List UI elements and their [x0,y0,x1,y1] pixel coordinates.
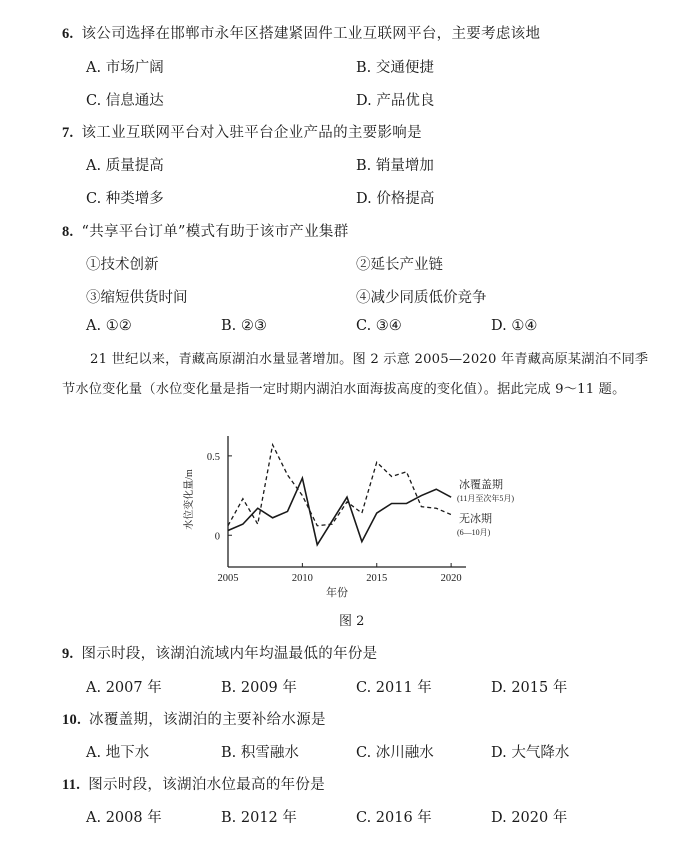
question-number: 8. [62,224,74,240]
series-line-ice-covered [228,478,451,545]
statement-item: ①技术创新 [86,257,159,273]
figure-caption: 图 2 [339,614,365,629]
option-b[interactable]: B. ②③ [221,318,267,334]
question-number: 7. [62,125,74,141]
option-c[interactable]: C. ③④ [356,318,402,334]
x-tick-label: 2020 [440,573,462,584]
x-tick-label: 2005 [217,573,239,584]
option-b[interactable]: B. 交通便捷 [356,60,434,76]
question-11-stem [62,773,325,794]
statement-item: ③缩短供货时间 [86,290,188,306]
option-c[interactable]: C. 种类增多 [86,191,164,207]
question-number: 9. [62,646,74,662]
x-tick-label: 2010 [291,573,313,584]
x-tick-label: 2015 [366,573,388,584]
question-text: 冰覆盖期，该湖泊的主要补给水源是 [89,712,326,728]
passage-line-1: 21 世纪以来，青藏高原湖泊水量显著增加。图 2 示意 2005—2020 年青藏高原某湖泊不同季 [90,352,649,367]
legend-label: 冰覆盖期 [459,479,503,491]
question-number: 11. [62,777,81,793]
statement-item: ④减少同质低价竞争 [356,290,487,306]
option-d[interactable]: D. 2020 年 [491,810,568,826]
legend-note: (11月至次年5月) [457,494,515,503]
option-c[interactable]: C. 冰川融水 [356,745,434,761]
option-b[interactable]: B. 积雪融水 [221,745,299,761]
y-tick-label: 0 [214,531,220,543]
option-a[interactable]: A. 2008 年 [86,810,162,826]
option-d[interactable]: D. 价格提高 [356,191,435,207]
option-d[interactable]: D. 2015 年 [491,680,568,696]
option-d[interactable]: D. 产品优良 [356,93,435,109]
passage [62,345,662,405]
y-tick-label: 0.5 [206,451,220,463]
question-text: “共享平台订单”模式有助于该市产业集群 [81,224,349,240]
option-b[interactable]: B. 销量增加 [356,158,434,174]
option-b[interactable]: B. 2009 年 [221,680,297,696]
legend-label: 无冰期 [459,513,492,525]
question-8-stem [62,220,349,241]
question-number: 10. [62,712,82,728]
question-text: 图示时段，该湖泊流域内年均温最低的年份是 [81,646,378,662]
question-number: 6. [62,26,74,42]
x-axis-label: 年份 [326,587,348,599]
question-10-stem [62,708,326,729]
water-level-chart [170,432,530,602]
statement-item: ②延长产业链 [356,257,443,273]
question-text: 该公司选择在邯郸市永年区搭建紧固件工业互联网平台，主要考虑该地 [81,26,541,42]
option-a[interactable]: A. 质量提高 [86,158,164,174]
option-a[interactable]: A. 地下水 [86,745,150,761]
option-c[interactable]: C. 2011 年 [356,680,432,696]
question-7-stem [62,121,422,142]
option-d[interactable]: D. ①④ [491,318,538,334]
question-text: 图示时段，该湖泊水位最高的年份是 [88,777,326,793]
passage-line-2: 节水位变化量（水位变化量是指一定时期内湖泊水面海拔高度的变化值）。据此完成 9～11 题。 [62,382,626,397]
series-line-ice-free [228,445,451,526]
option-a[interactable]: A. 2007 年 [86,680,162,696]
option-c[interactable]: C. 信息通达 [86,93,164,109]
legend-note: (6—10月) [457,528,491,537]
y-axis-label: 水位变化量/m [184,469,195,530]
question-6-stem [62,22,540,43]
option-d[interactable]: D. 大气降水 [491,745,570,761]
option-a[interactable]: A. ①② [86,318,132,334]
option-c[interactable]: C. 2016 年 [356,810,432,826]
option-a[interactable]: A. 市场广阔 [86,60,164,76]
option-b[interactable]: B. 2012 年 [221,810,297,826]
question-text: 该工业互联网平台对入驻平台企业产品的主要影响是 [81,125,422,141]
question-9-stem [62,642,377,663]
